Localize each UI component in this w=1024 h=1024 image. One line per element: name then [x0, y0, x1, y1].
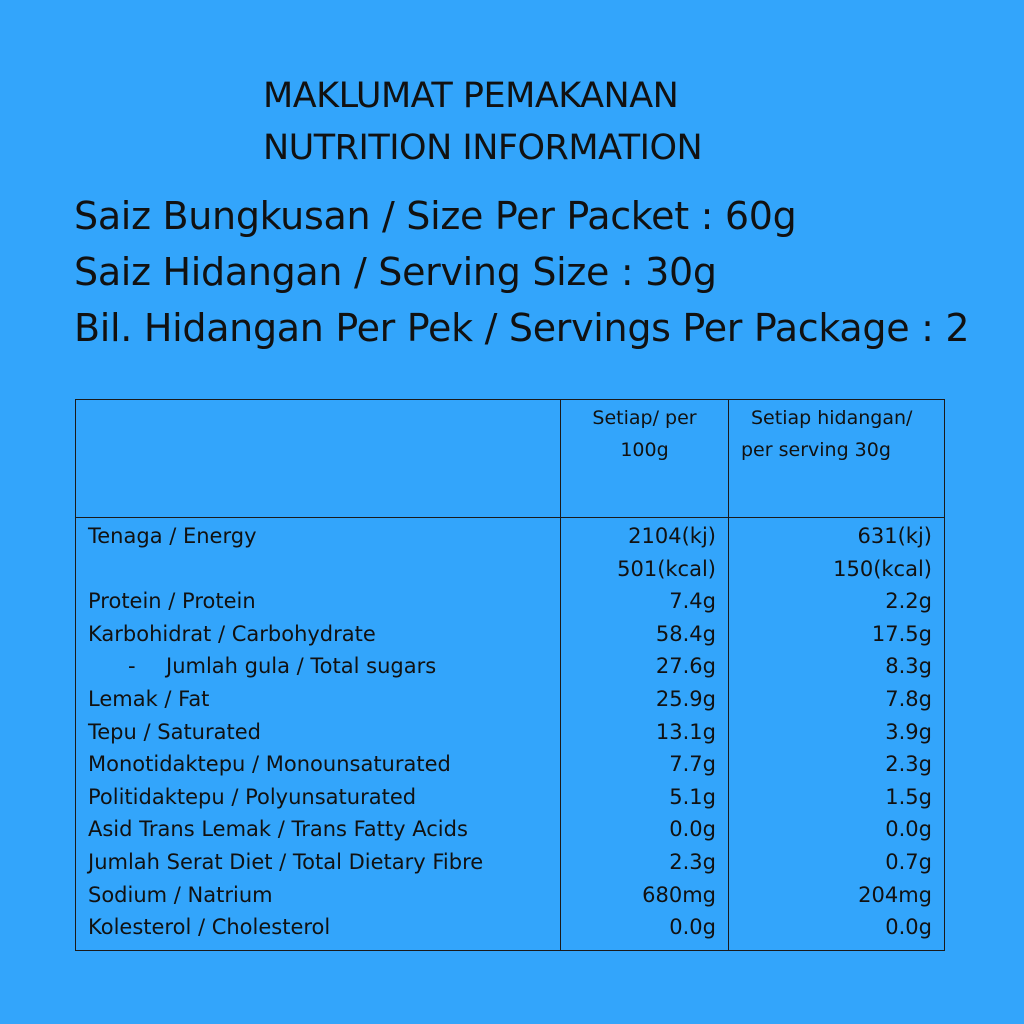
table-row-label: Kolesterol / Cholesterol: [88, 915, 331, 940]
size-per-packet: Saiz Bungkusan / Size Per Packet : 60g: [74, 194, 797, 238]
per-100g-value: 27.6g: [655, 654, 716, 679]
title-english: NUTRITION INFORMATION: [263, 128, 703, 168]
sub-item-dash: -: [128, 654, 136, 679]
per-serving-value: 3.9g: [885, 719, 932, 744]
per-100g-value: 0.0g: [669, 817, 716, 842]
per-100g-value: 2.3g: [669, 849, 716, 874]
per-100g-values-cell: [561, 518, 729, 951]
packet-info: [74, 188, 969, 356]
per-serving-value: 0.7g: [885, 849, 932, 874]
per-100g-value: 7.4g: [669, 589, 716, 614]
table-row-label-sub: [88, 650, 560, 683]
serving-size: Saiz Hidangan / Serving Size : 30g: [74, 250, 717, 294]
table-row-label: Protein / Protein: [88, 589, 256, 614]
header-blank-cell: [76, 400, 561, 518]
per-serving-value: 150(kcal): [833, 556, 932, 581]
table-row-label: Karbohidrat / Carbohydrate: [88, 621, 376, 646]
per-100g-value: 7.7g: [669, 752, 716, 777]
per-serving-value: 8.3g: [885, 654, 932, 679]
table-row-label: Asid Trans Lemak / Trans Fatty Acids: [88, 817, 468, 842]
table-row-label: Sodium / Natrium: [88, 882, 273, 907]
table-row-label: Tepu / Saturated: [88, 719, 261, 744]
page-title: [263, 70, 702, 174]
per-100g-value: 58.4g: [655, 621, 716, 646]
per-100g-value: 0.0g: [669, 915, 716, 940]
per-100g-value: 25.9g: [655, 686, 716, 711]
table-row-label: Jumlah Serat Diet / Total Dietary Fibre: [88, 849, 484, 874]
per-100g-value: 501(kcal): [617, 556, 716, 581]
header-per-serving-line2: per serving 30g: [741, 439, 891, 461]
per-100g-value: 5.1g: [669, 784, 716, 809]
table-row-label: Politidaktepu / Polyunsaturated: [88, 784, 417, 809]
table-row-label: Monotidaktepu / Monounsaturated: [88, 752, 451, 777]
table-header-row: [76, 400, 945, 518]
table-row-label: [88, 553, 560, 586]
per-serving-value: 204mg: [858, 882, 932, 907]
table-row-label: Lemak / Fat: [88, 686, 210, 711]
per-serving-value: 7.8g: [885, 686, 932, 711]
nutrient-names-cell: [76, 518, 561, 951]
servings-per-package: Bil. Hidangan Per Pek / Servings Per Package : 2: [74, 306, 970, 350]
nutrition-table: [75, 399, 945, 951]
table-row-label: Tenaga / Energy: [88, 524, 257, 548]
per-serving-value: 2.3g: [885, 752, 932, 777]
title-malay: MAKLUMAT PEMAKANAN: [263, 76, 679, 116]
per-serving-value: 1.5g: [885, 784, 932, 809]
header-per-serving-line1: Setiap hidangan/: [751, 407, 913, 429]
per-serving-value: 0.0g: [885, 817, 932, 842]
per-serving-value: 2.2g: [885, 589, 932, 614]
per-serving-value: 17.5g: [871, 621, 932, 646]
table-row-label: Jumlah gula / Total sugars: [166, 654, 437, 679]
per-serving-value: 631(kj): [857, 524, 932, 548]
header-per-100g-line1: Setiap/ per: [592, 407, 697, 429]
per-serving-values-cell: [729, 518, 945, 951]
per-serving-value: 0.0g: [885, 915, 932, 940]
per-100g-value: 2104(kj): [628, 524, 716, 548]
header-per-100g-line2: 100g: [620, 439, 669, 461]
header-per-100g: [561, 400, 729, 518]
per-100g-value: 13.1g: [655, 719, 716, 744]
per-100g-value: 680mg: [642, 882, 716, 907]
header-per-serving: [729, 400, 945, 518]
table-body-row: [76, 518, 945, 951]
